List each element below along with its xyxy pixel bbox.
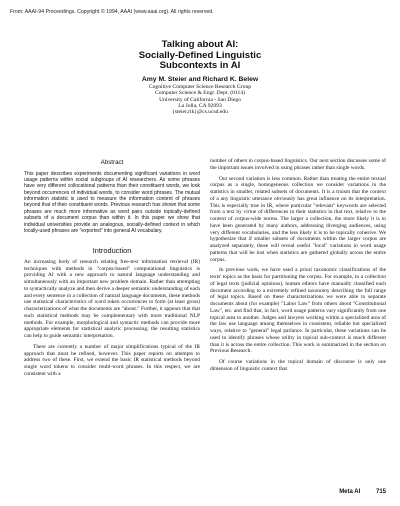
affiliation-line: University of California - San Diego: [159, 96, 241, 103]
abstract-text: This paper describes experiments documenting significant variations in word usage patterns within social subgroups of AI researchers. As some phrases have very different collocational patterns than their constituent words, we look beyond occurrences of individual words, to consider word phrases. The mutual information statistic is used to measure the information content of phrases beyond that of their constituent words. Previous research has shown that some phrases are much more informative as word pairs outside topically-defined subsets of a document corpus than within it. In this paper we show that individual universities provide an analogous, socially-defined context in which locally-used phrases are "exported" into general AI vocabulary.: [24, 170, 200, 234]
venue-label: Meta AI: [339, 489, 361, 495]
title-line-3: Subcontexts in AI: [159, 60, 241, 72]
body-paragraph-continued: number of others in corpus-based linguistics. Our next section discusses some of the important issues involved in using phrases rather than single words.: [210, 158, 386, 171]
affiliation: [0, 84, 400, 116]
affiliation-line: Computer Science & Engr. Dept. (0114): [154, 90, 246, 97]
introduction-heading: Introduction: [92, 246, 132, 256]
intro-paragraph-1: An increasing body of research relating free-text information retrieval (IR) techniques with methods in "corpus-based" computational linguistics is providing AI with a new approach to natural language understanding and simultaneously with an important new problem domain. Rather than attempting to syntactically analyze and then derive a deeper semantic understanding of each and every sentence in a collection of natural language documents, these methods use statistical characteristics of word token occurrences to form (at least gross) characterizations of what the documents are "about." Further, it appears that that such statistical methods may be complementary with more traditional NLP methods. For example, morphological and syntactic methods can provide more appropriate elements for statistical analytic processing; the resulting statistics can help to guide semantic interpretation.: [24, 258, 200, 340]
intro-paragraph-2: There are currently a number of major simplifications typical of the IR approach that must be refined, however. This paper reports on attempts to address two of these. First, we extend the basic IR statistical methods beyond single word tokens to consider multi-word phrases. In this respect, we are consistent with a: [24, 343, 200, 377]
body-paragraph: In previous work, we have used a priori taxonomic classifications of the texts' topics as the basis for partitioning the corpus. For example, in a collection of legal texts (judicial opinions), human editors have manually classified each document according to a extremely refined taxonomy describing the full range of legal topics. Based on these characterizations we were able to separate documents about (for example) "Labor Law" from others about "Constitutional Law", etc. and find that, in fact, word usage patterns vary significantly from one topical area to another. Judges and lawyers working within a specialized area of the law use language among themselves in consistent, reliable but specialized ways, relative to "general" legal parlance. In particular, these variations can be used to identify phrases whose utility in topical sub-context is much different than it is across the entire collection. This work is summarized in the section on Previous Research.: [210, 267, 386, 355]
right-column: [210, 158, 386, 377]
page-footer: [325, 489, 386, 495]
affiliation-line: Cognitive Computer Science Research Group: [148, 83, 252, 90]
title-block: [0, 40, 400, 116]
title-line-1: Talking about AI:: [161, 39, 239, 50]
body-paragraph: Of course variations in the topical domain of discourse is only one dimension of linguistic context that: [210, 359, 386, 372]
authors: Amy M. Steier and Richard K. Belew: [141, 75, 259, 83]
page-number: 715: [375, 489, 386, 495]
body-paragraph: Our second variation is less common. Rather than treating the entire textual corpus as a single, homogeneous collection we consider variations in the statistics in smaller, related subsets of documents. It is a truism that the context of a any linguistic utterance obviously has great influence on its interpretation. This is especially true in IR, where particular "relevant" keywords are selected from a text by virtue of differences in their statistics in that text, relative to the context of corpus-wide norms. The larger a collection, the more likely it is to have been generated by many authors, addressing diverging audiences, using very different vocabularies, and the less likely it is to be topically cohesive. We hypothesize that if smaller subsets of documents within the larger corpus are analyzed separately, these will reveal useful "local" variations in word usage patterns that will be lost when statistics are gathered globally across the entire corpus.: [210, 175, 386, 263]
author-emails: {steier,rik}@cs.ucsd.edu: [172, 109, 228, 116]
left-column: [24, 160, 200, 382]
paper-title: [0, 40, 400, 72]
abstract-heading: Abstract: [100, 159, 124, 166]
title-line-2: Socially-Defined Linguistic: [138, 49, 262, 61]
affiliation-line: La Jolla, CA 92093: [178, 103, 222, 109]
copyright-header: From: AAAI-94 Proceedings. Copyright © 1994, AAAI (www.aaai.org). All rights reserved.: [10, 9, 214, 15]
